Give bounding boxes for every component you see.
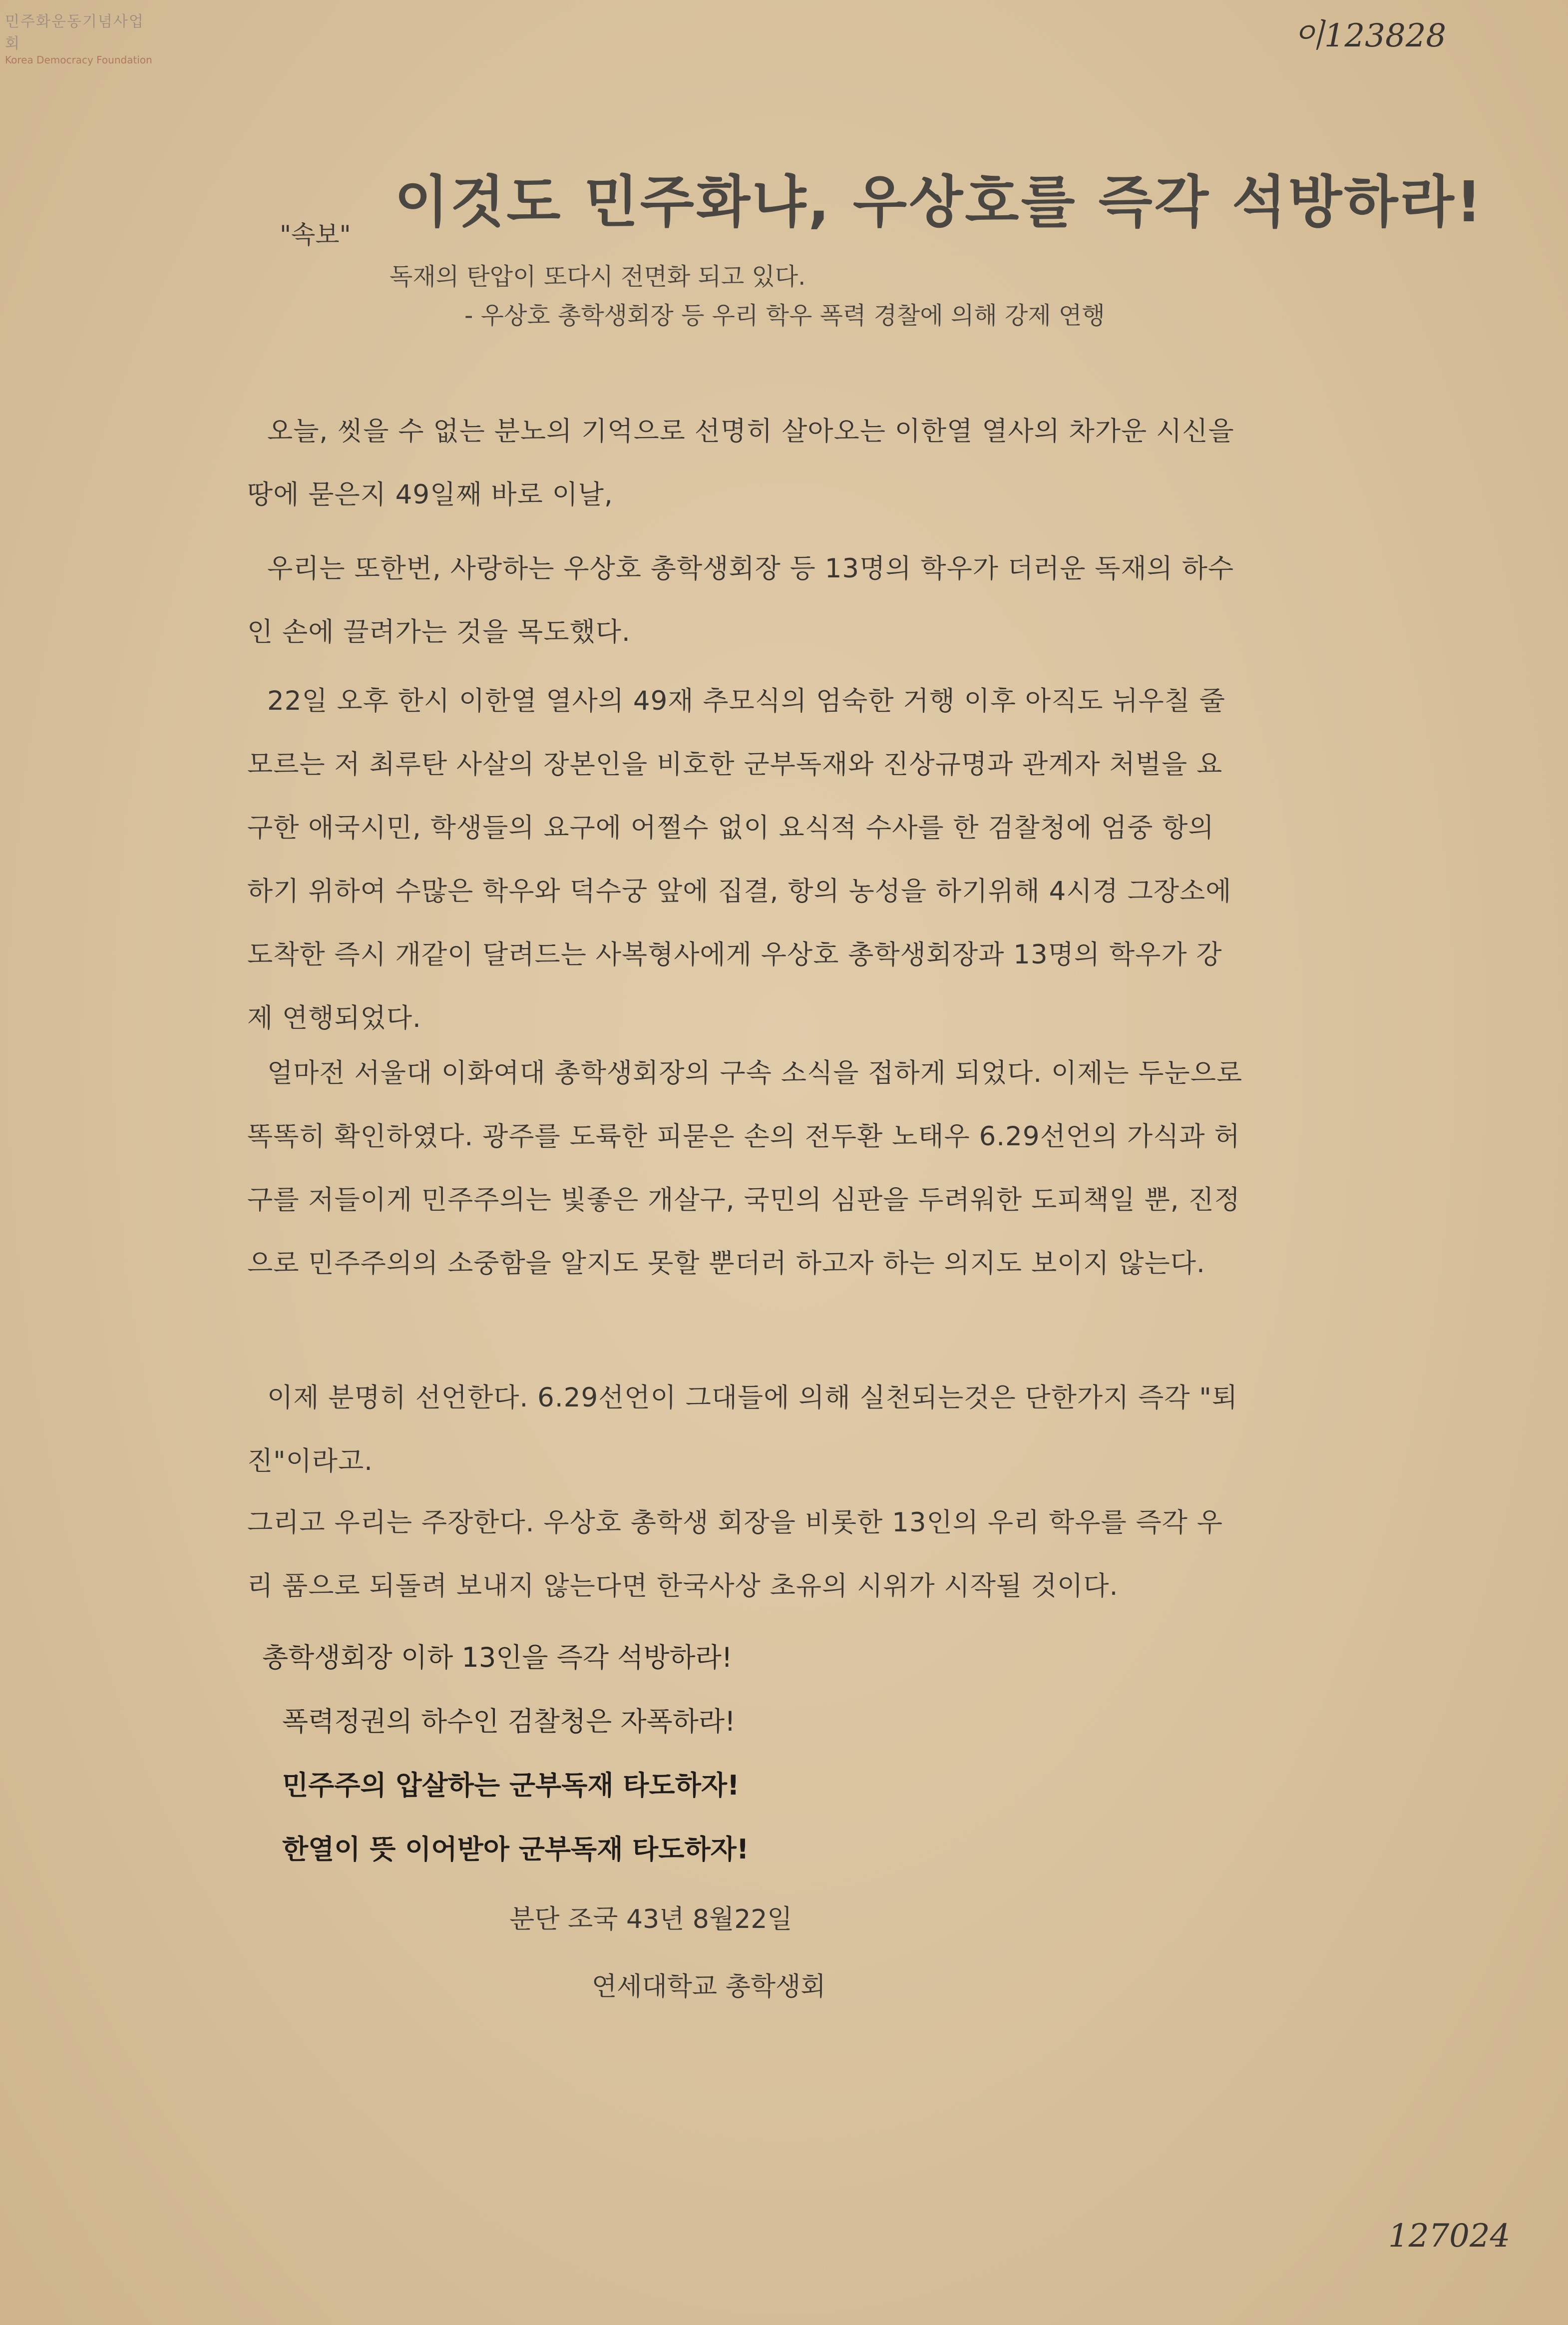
bulletin-tag: "속보" xyxy=(280,220,351,249)
subtitle-line-2: - 우상호 총학생회장 등 우리 학우 폭력 경찰에 의해 강제 연행 xyxy=(464,302,1105,330)
body-paragraph-1: 오늘, 씻을 수 없는 분노의 기억으로 선명히 살아오는 이한열 열사의 차가운 시신을 땅에 묻은지 49일째 바로 이날, xyxy=(247,416,1234,510)
slogan-item: 총학생회장 이하 13인을 즉각 석방하라! xyxy=(262,1642,733,1673)
body-paragraph-2: 우리는 또한번, 사랑하는 우상호 총학생회장 등 13명의 학우가 더러운 독재의 하수인 손에 끌려가는 것을 목도했다. xyxy=(247,553,1234,647)
archive-watermark xyxy=(5,9,155,66)
body-paragraph-3: 22일 오후 한시 이한열 열사의 49재 추모식의 엄숙한 거행 이후 아직도 뉘우칠 줄 모르는 저 최루탄 사살의 장본인을 비호한 군부독재와 진상규명과 관계자 처벌을 요구한 애국시민, 학생들의 요구에 어쩔수 없이 요식적 수사를 한 검찰청에 엄중 항의 하기 위하여 수많은 학우와 덕수궁 앞에 집결, 항의 농성을 하기위해 4시경 그장소에 도착한 즉시 개같이 달려드는 사복형사에게 우상호 총학생회장과 13명의 학우가 강제 연행되었다. xyxy=(247,686,1232,1033)
archive-org-english: Korea Democracy Foundation xyxy=(5,54,152,66)
slogan-item: 한열이 뜻 이어받아 군부독재 타도하자! xyxy=(282,1834,749,1865)
subtitle-line-1: 독재의 탄압이 또다시 전면화 되고 있다. xyxy=(390,263,806,291)
body-paragraph-5: 이제 분명히 선언한다. 6.29선언이 그대들에 의해 실천되는것은 단한가지 즉각 "퇴진"이라고. xyxy=(247,1383,1238,1476)
handwritten-doc-id-top: 이123828 xyxy=(1293,17,1447,54)
handwritten-doc-id-bottom: 127024 xyxy=(1388,2218,1511,2255)
document-date: 분단 조국 43년 8월22일 xyxy=(509,1904,792,1934)
document-signature: 연세대학교 총학생회 xyxy=(592,1972,826,2002)
slogan-item: 폭력정권의 하수인 검찰청은 자폭하라! xyxy=(282,1706,736,1737)
slogan-list xyxy=(262,1626,749,1881)
archive-org-korean: 민주화운동기념사업회 xyxy=(5,13,144,52)
body-paragraph-6: 그리고 우리는 주장한다. 우상호 총학생 회장을 비롯한 13인의 우리 학우를 즉각 우리 품으로 되돌려 보내지 않는다면 한국사상 초유의 시위가 시작될 것이다. xyxy=(247,1507,1223,1601)
body-paragraph-4: 얼마전 서울대 이화여대 총학생회장의 구속 소식을 접하게 되었다. 이제는 두눈으로 똑똑히 확인하였다. 광주를 도륙한 피묻은 손의 전두환 노태우 6.29선언의 가식과 허구를 저들이게 민주주의는 빛좋은 개살구, 국민의 심판을 두려워한 도피책일 뿐, 진정으로 민주주의의 소중함을 알지도 못할 뿐더러 하고자 하는 의지도 보이지 않는다. xyxy=(247,1058,1243,1279)
page-title: 이것도 민주화냐, 우상호를 즉각 석방하라! xyxy=(394,170,1484,235)
slogan-item: 민주주의 압살하는 군부독재 타도하자! xyxy=(282,1770,740,1801)
